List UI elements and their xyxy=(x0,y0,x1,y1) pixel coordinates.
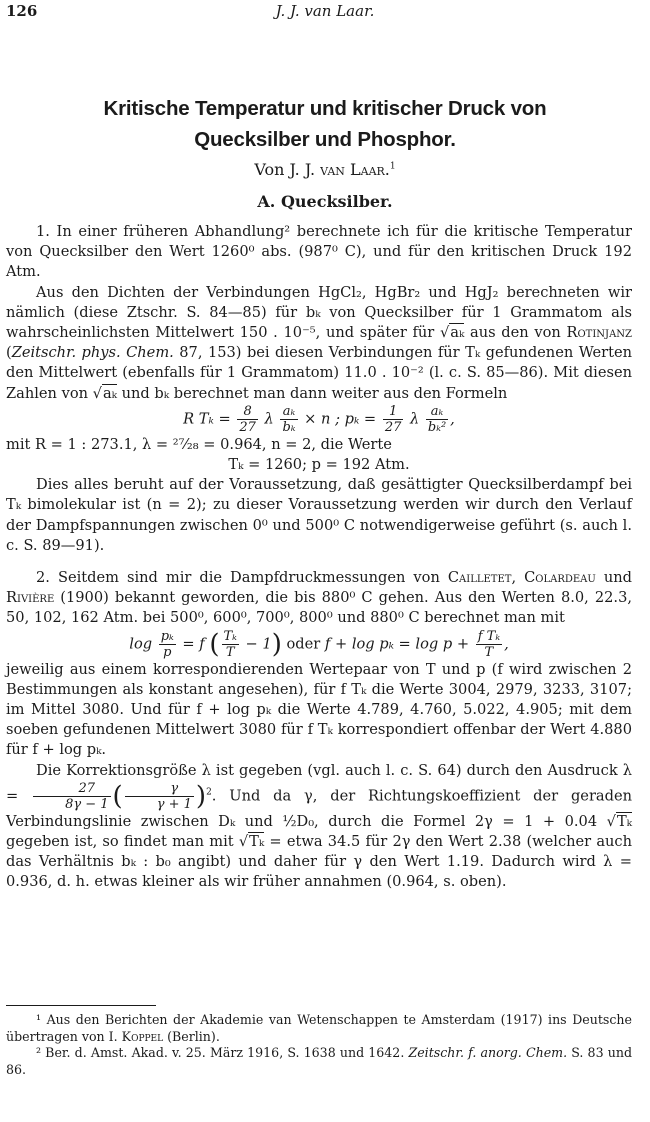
para4-comma: , xyxy=(511,569,525,587)
eq1-f4-num: aₖ xyxy=(426,404,448,420)
eq1-f2-den: bₖ xyxy=(282,419,296,435)
byline-footnote-ref: 1 xyxy=(389,161,396,172)
eq1-lhs: R Tₖ = xyxy=(183,410,236,428)
eq2-fc-num: f Tₖ xyxy=(477,628,501,644)
sqrt-ak-2: aₖ xyxy=(102,384,117,402)
para4-und: und xyxy=(595,569,633,587)
title-line-2: Quecksilber und Phosphor. xyxy=(194,128,456,151)
eq2-fraction-ftk-t xyxy=(476,629,502,660)
eq2-minus-one: − 1 xyxy=(240,635,272,653)
para6-text-c: gegeben ist, so findet man mit xyxy=(6,833,239,851)
para6-text-d: = etwa 34.5 für 2γ den Wert 2.38 (welcher auch das Verhältnis bₖ : b₀ angibt) und daher für γ den Wert 1.19. Dadurch wird λ = 0.936, d. h. etwas kleiner als wir früher annahmen (0.964, s. oben). xyxy=(6,833,633,891)
eq3-fraction-gamma xyxy=(125,781,194,812)
paragraph-2: Aus den Dichten der Verbindungen HgCl₂, HgBr₂ und HgJ₂ berechneten wir nämlich (diese Ztschr. S. 84—85) für bₖ von Quecksilber für 1 Grammatom als wahrscheinlichsten Mittelwert 150 . 10⁻⁵, und später für √aₖ aus den von Rotinjanz (Zeitschr. phys. Chem. 87, 153) bei diesen Verbindungen für Tₖ gefundenen Werten den Mittelwert (ebenfalls für 1 Grammatom) 11.0 . 10⁻² (l. c. S. 85—86). Mit diesen Zahlen von √aₖ und bₖ berechnet man dann weiter aus den Formeln xyxy=(6,283,633,402)
ref-cailletet: Cailletet xyxy=(447,569,512,587)
footnote2-text-a: ² Ber. d. Amst. Akad. v. 25. März 1916, S. 1638 und 1642. xyxy=(36,1045,409,1060)
para4-text-a: 2. Seitdem sind mir die Dampfdruckmessungen von xyxy=(36,569,448,587)
eq1-fraction-1-27 xyxy=(383,404,404,435)
eq2-fa-den: p xyxy=(163,644,172,660)
footnotes xyxy=(6,1012,632,1078)
ref-colardeau: Colardeau xyxy=(524,569,596,587)
para2-text-a: Aus den Dichten der Verbindungen HgCl₂, HgBr₂ und HgJ₂ berechneten wir nämlich (diese Ztschr. S. 84—85) für bₖ von Quecksilber für 1 Grammatom als wahrscheinlichsten Mittelwert 150 . 10⁻⁵, und später für xyxy=(6,283,632,342)
equation-1 xyxy=(6,404,632,435)
eq3-square: 2 xyxy=(206,787,212,798)
eq2-fa-num: pₖ xyxy=(160,628,174,644)
paragraph-4 xyxy=(6,568,632,629)
para4-text-b: (1900) bekannt geworden, die bis 880⁰ C gehen. Aus den Werten 8.0, 22.3, 50, 102, 162 Atm. bei 500⁰, 600⁰, 700⁰, 800⁰ und 880⁰ C berechnet man mit xyxy=(6,589,632,627)
eq2-left-paren: ( xyxy=(209,629,220,660)
eq1-lambda-2: λ xyxy=(405,410,424,428)
eq2-fraction-pk-p xyxy=(159,629,176,660)
running-author: J. J. van Laar. xyxy=(275,2,375,20)
eq1-fraction-8-27 xyxy=(237,404,258,435)
eq2-log: log xyxy=(129,635,157,653)
paragraph-3: Dies alles beruht auf der Voraussetzung, daß gesättigter Quecksilberdampf bei Tₖ bimolekular ist (n = 2); zu dieser Voraussetzung werden wir durch den Verlauf der Dampfspannungen zwischen 0⁰ und 500⁰ C notwendigerweise geführt (s. auch l. c. S. 89—91). xyxy=(6,476,632,554)
equation-2 xyxy=(6,629,632,660)
ref-riviere: Rivière xyxy=(6,589,55,607)
eq3-right-paren: ) xyxy=(195,781,207,812)
footnote2-text-b: S. 83 und 86. xyxy=(6,1045,633,1077)
eq1-f3-num: 1 xyxy=(383,404,404,420)
footnote1-text-b: (Berlin). xyxy=(163,1028,220,1044)
footnote-1 xyxy=(6,1012,632,1045)
eq1-f1-den: 27 xyxy=(239,419,256,435)
paragraph-5: jeweilig aus einem korrespondierenden Wertepaar von T und p (f wird zwischen 2 Bestimmungen als konstant angesehen), für f Tₖ die Werte 3004, 2979, 3233, 3107; im Mittel 3080. Und für f + log pₖ die Werte 4.789, 4.760, 5.022, 4.905; mit dem soeben gefundenen Mittelwert 3080 für f Tₖ korrespondiert offenbar der Wert 4.880 für f + log pₖ. xyxy=(6,660,632,759)
eq2-fb-num: Tₖ xyxy=(223,628,237,644)
paragraph-6: Die Korrektionsgröße λ ist gegeben (vgl. auch l. c. S. 64) durch den Ausdruck λ = $\frac{27}{8\gamma - 1}$ ( $\frac{\gamma}{\gamma + 1}$ )$^2$. Und da γ, der Richtungskoeffizient der geraden Verbindungslinie zwischen Dₖ und ½D₀, durch die Formel 2γ = 1 + 0.04 √Tₖ gegeben ist, so findet man mit √Tₖ = etwa 34.5 für 2γ den Wert 2.38 (welcher auch das Verhältnis bₖ : b₀ angibt) und daher für γ den Wert 1.19. Dadurch wird λ = 0.936, d. h. etwas kleiner als wir früher annahmen (0.964, s. oben). xyxy=(6,761,633,891)
eq1-lambda: λ xyxy=(259,410,279,428)
article-title xyxy=(30,93,620,155)
eq2-rhs: f + log pₖ = log p + xyxy=(324,635,474,653)
mit-line: mit R = 1 : 273.1, λ = ²⁷⁄₂₈ = 0.964, n = 2, die Werte xyxy=(6,435,392,453)
para2-text-d: und bₖ berechnet man dann weiter aus den Formeln xyxy=(117,384,508,402)
article-body xyxy=(6,222,632,893)
eq1-end: , xyxy=(450,410,455,428)
footnote-rule xyxy=(6,1005,156,1006)
para6-text-b: . Und da γ, der Richtungskoeffizient der geraden Verbindungslinie zwischen Dₖ und ½D₀, durch die Formel 2γ = 1 + 0.04 xyxy=(6,787,632,830)
eq2-eq-f: = f xyxy=(177,635,210,653)
eq1-f3-den: 27 xyxy=(384,419,402,435)
footnote-2 xyxy=(6,1045,632,1078)
paragraph-1: 1. In einer früheren Abhandlung² berechnete ich für die kritische Temperatur von Quecksilber den Wert 1260⁰ abs. (987⁰ C), und für den kritischen Druck 192 Atm. xyxy=(6,223,632,281)
page-number: 126 xyxy=(6,2,38,20)
eq2-fraction-tk-t xyxy=(222,629,239,660)
eq3-left-paren: ( xyxy=(112,781,123,812)
eq1-f2-num: aₖ xyxy=(280,404,297,420)
para6-text-a: Die Korrektionsgröße λ ist gegeben (vgl. auch l. c. S. 64) durch den Ausdruck λ = xyxy=(6,761,632,805)
eq2-right-paren: ) xyxy=(271,629,282,660)
section-heading: A. Quecksilber. xyxy=(257,192,393,211)
running-header xyxy=(6,2,644,22)
footnote2-journal: Zeitschr. f. anorg. Chem. xyxy=(408,1045,568,1060)
eq3-fraction-27 xyxy=(33,781,110,812)
eq3-f2-num: γ xyxy=(125,781,194,797)
para2-text-b: aus den von xyxy=(464,324,567,342)
sqrt-ak: aₖ xyxy=(450,324,465,342)
byline-author: van Laar. xyxy=(320,160,390,179)
footnote1-text-a: ¹ Aus den Berichten der Akademie van Wetenschappen te Amsterdam (1917) ins Deutsche übertragen von I. xyxy=(6,1012,632,1044)
byline xyxy=(0,160,650,179)
eq1-f1-num: 8 xyxy=(237,404,258,420)
eq1-fraction-ak-bk xyxy=(280,404,297,435)
eq3-f1-num: 27 xyxy=(33,781,110,797)
eq1-fraction-ak-bk2 xyxy=(426,404,448,435)
eq1-f4-den: bₖ² xyxy=(427,419,447,435)
values-line: Tₖ = 1260; p = 192 Atm. xyxy=(228,456,410,474)
eq2-oder: oder xyxy=(281,635,325,653)
eq3-f1-den: 8γ − 1 xyxy=(65,796,109,812)
eq1-times-n: × n ; pₖ = xyxy=(299,410,381,428)
para2-text-c: 87, 153) bei diesen Verbindungen für Tₖ gefundenen Werten den Mittelwert (ebenfalls für 1 Grammatom) 11.0 . 10⁻² (l. c. S. 85—86). Mit diesen Zahlen von xyxy=(6,344,633,402)
ref-koppel: Koppel xyxy=(121,1028,164,1044)
eq2-fb-den: T xyxy=(225,644,235,660)
byline-prefix: Von J. J. xyxy=(254,160,321,179)
eq2-end: , xyxy=(504,635,509,653)
journal-zeitschr-phys-chem: Zeitschr. phys. Chem. xyxy=(11,344,174,362)
eq2-fc-den: T xyxy=(484,644,494,660)
sqrt-tk-2: Tₖ xyxy=(249,833,265,851)
ref-rotinjanz: Rotinjanz xyxy=(566,324,632,342)
eq3-f2-den: γ + 1 xyxy=(156,796,192,812)
title-line-1: Kritische Temperatur und kritischer Druck von xyxy=(103,97,547,120)
sqrt-tk: Tₖ xyxy=(616,812,632,830)
